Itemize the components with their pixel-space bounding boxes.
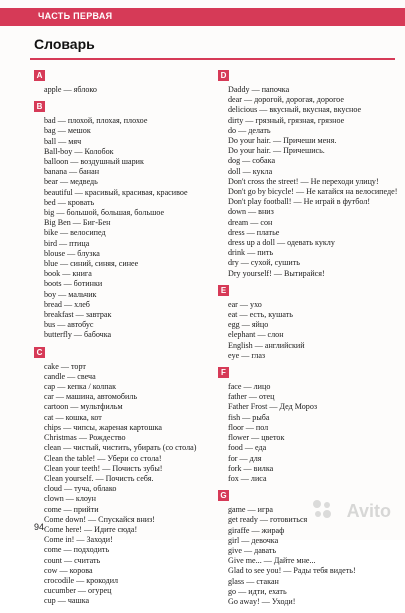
vocabulary-entry: Clean yourself. — Почисть себя.: [44, 473, 154, 483]
vocabulary-entry: delicious — вкусный, вкусная, вкусное: [228, 105, 362, 115]
vocabulary-entry: count — считать: [44, 555, 101, 565]
watermark-text: Avito: [346, 501, 391, 521]
vocabulary-entry: dress up a doll — одевать куклу: [228, 238, 335, 248]
left-column: [34, 68, 204, 613]
vocabulary-entry: glass — стакан: [228, 576, 279, 586]
vocabulary-entry: come — прийти: [44, 504, 99, 514]
vocabulary-entry: cucumber — огурец: [44, 586, 112, 596]
vocabulary-entry: dress — платье: [228, 227, 280, 237]
vocabulary-entry: dear — дорогой, дорогая, дорогое: [228, 95, 344, 105]
vocabulary-entry: candle — свеча: [44, 371, 96, 381]
vocabulary-entry: dog — собака: [228, 156, 276, 166]
title-divider: [30, 58, 395, 60]
vocabulary-entry: give — давать: [228, 545, 277, 555]
vocabulary-entry: big — большой, большая, большое: [44, 208, 165, 218]
vocabulary-entry: bike — велосипед: [44, 228, 106, 238]
vocabulary-entry: Clean the table! — Убери со стола!: [44, 453, 162, 463]
vocabulary-entry: book — книга: [44, 269, 92, 279]
vocabulary-entry: go — идти, ехать: [228, 586, 287, 596]
vocabulary-entry: boy — мальчик: [44, 289, 97, 299]
vocabulary-entry: beautiful — красивый, красивая, красивое: [44, 187, 188, 197]
vocabulary-entry: crocodile — крокодил: [44, 575, 119, 585]
vocabulary-entry: Ball-boy — Колобок: [44, 146, 114, 156]
vocabulary-entry: Christmas — Рождество: [44, 433, 126, 443]
vocabulary-entry: Dry yourself! — Вытирайся!: [228, 268, 325, 278]
letter-badge: A: [34, 70, 45, 81]
vocabulary-entry: eat — есть, кушать: [228, 310, 293, 320]
vocabulary-entry: bread — хлеб: [44, 299, 90, 309]
vocabulary-entry: fox — лиса: [228, 473, 267, 483]
vocabulary-entry: bird — птица: [44, 238, 90, 248]
letter-section: [34, 101, 204, 340]
vocabulary-entry: cow — корова: [44, 565, 93, 575]
letter-section: [218, 70, 398, 279]
vocabulary-entry: bad — плохой, плохая, плохое: [44, 116, 148, 126]
vocabulary-entry: butterfly — бабочка: [44, 330, 112, 340]
vocabulary-entry: blue — синий, синяя, синее: [44, 259, 139, 269]
vocabulary-entry: dirty — грязный, грязная, грязное: [228, 115, 345, 125]
vocabulary-entry: balloon — воздушный шарик: [44, 157, 144, 167]
vocabulary-entry: bus — автобус: [44, 320, 94, 330]
vocabulary-entry: Father Frost — Дед Мороз: [228, 402, 318, 412]
vocabulary-entry: clown — клоун: [44, 494, 97, 504]
vocabulary-entry: come — подходить: [44, 545, 110, 555]
right-column: [218, 68, 398, 613]
vocabulary-entry: blouse — блузка: [44, 248, 100, 258]
letter-badge: F: [218, 367, 229, 378]
vocabulary-entry: English — английский: [228, 340, 305, 350]
vocabulary-entry: eye — глаз: [228, 350, 266, 360]
vocabulary-entry: cake — торт: [44, 361, 86, 371]
letter-badge: C: [34, 347, 45, 358]
vocabulary-entry: food — еда: [228, 443, 267, 453]
vocabulary-entry: Come down! — Спускайся вниз!: [44, 514, 155, 524]
vocabulary-entry: Don't cross the street! — Не переходи улицу!: [228, 176, 379, 186]
vocabulary-entry: Don't play football! — Не играй в футбол!: [228, 197, 371, 207]
vocabulary-entry: doll — кукла: [228, 166, 273, 176]
vocabulary-entry: egg — яйцо: [228, 320, 269, 330]
vocabulary-entry: cat — кошка, кот: [44, 412, 102, 422]
vocabulary-entry: car — машина, автомобиль: [44, 392, 138, 402]
vocabulary-entry: cup — чашка: [44, 596, 90, 606]
vocabulary-entry: banana — банан: [44, 167, 100, 177]
vocabulary-entry: bear — медведь: [44, 177, 98, 187]
letter-section: [218, 285, 398, 361]
vocabulary-entry: cartoon — мультфильм: [44, 402, 123, 412]
vocabulary-entry: floor — пол: [228, 422, 269, 432]
letter-section: [218, 367, 398, 484]
letter-badge: B: [34, 101, 45, 112]
vocabulary-entry: get ready — готовиться: [228, 515, 308, 525]
vocabulary-entry: Come in! — Заходи!: [44, 535, 113, 545]
vocabulary-entry: giraffe — жираф: [228, 525, 285, 535]
vocabulary-entry: bag — мешок: [44, 126, 91, 136]
vocabulary-entry: Do your hair. — Причешись.: [228, 146, 325, 156]
section-header-label: ЧАСТЬ ПЕРВАЯ: [38, 11, 113, 21]
letter-section: [34, 347, 204, 607]
vocabulary-entry: girl — девочка: [228, 535, 279, 545]
letter-badge: G: [218, 490, 229, 501]
vocabulary-entry: Big Ben — Биг-Бен: [44, 218, 111, 228]
vocabulary-entry: game — игра: [228, 505, 273, 515]
vocabulary-entry: father — отец: [228, 392, 275, 402]
vocabulary-entry: cloud — туча, облако: [44, 484, 117, 494]
vocabulary-entry: chips — чипсы, жареная картошка: [44, 422, 162, 432]
vocabulary-entry: Daddy — папочка: [228, 85, 290, 94]
vocabulary-entry: Give me... — Дайте мне...: [228, 556, 316, 566]
vocabulary-entry: Do your hair. — Причеши меня.: [228, 136, 337, 146]
vocabulary-entry: for — для: [228, 453, 262, 463]
vocabulary-entry: Go away! — Уходи!: [228, 596, 296, 606]
page-title: Словарь: [34, 36, 95, 52]
vocabulary-entry: flower — цветок: [228, 433, 285, 443]
vocabulary-entry: Glad to see you! — Рады тебя видеть!: [228, 566, 356, 576]
vocabulary-entry: face — лицо: [228, 382, 271, 392]
vocabulary-entry: clean — чистый, чистить, убирать (со стола): [44, 443, 197, 453]
vocabulary-entry: down — вниз: [228, 207, 274, 217]
vocabulary-entry: drink — пить: [228, 248, 274, 258]
page-number: 94: [34, 522, 45, 532]
vocabulary-entry: Clean your teeth! — Почисть зубы!: [44, 463, 163, 473]
vocabulary-entry: cap — кепка / колпак: [44, 382, 117, 392]
vocabulary-entry: bed — кровать: [44, 197, 95, 207]
letter-section: [34, 70, 204, 95]
vocabulary-entry: Don't go by bicycle! — Не катайся на велосипеде!: [228, 187, 398, 197]
watermark-logo-icon: [311, 498, 333, 520]
vocabulary-entry: Come here! — Идите сюда!: [44, 524, 138, 534]
vocabulary-entry: apple — яблоко: [44, 85, 97, 94]
vocabulary-entry: elephant — слон: [228, 330, 284, 340]
vocabulary-entry: do — делать: [228, 125, 271, 135]
vocabulary-entry: dream — сон: [228, 217, 273, 227]
vocabulary-entry: dry — сухой, сушить: [228, 258, 300, 268]
vocabulary-entry: ear — ухо: [228, 299, 262, 309]
vocabulary-entry: fish — рыба: [228, 412, 270, 422]
vocabulary-entry: breakfast — завтрак: [44, 310, 112, 320]
letter-badge: D: [218, 70, 229, 81]
vocabulary-entry: ball — мяч: [44, 136, 82, 146]
vocabulary-entry: fork — вилка: [228, 463, 274, 473]
letter-badge: E: [218, 285, 229, 296]
vocabulary-entry: boots — ботинки: [44, 279, 103, 289]
